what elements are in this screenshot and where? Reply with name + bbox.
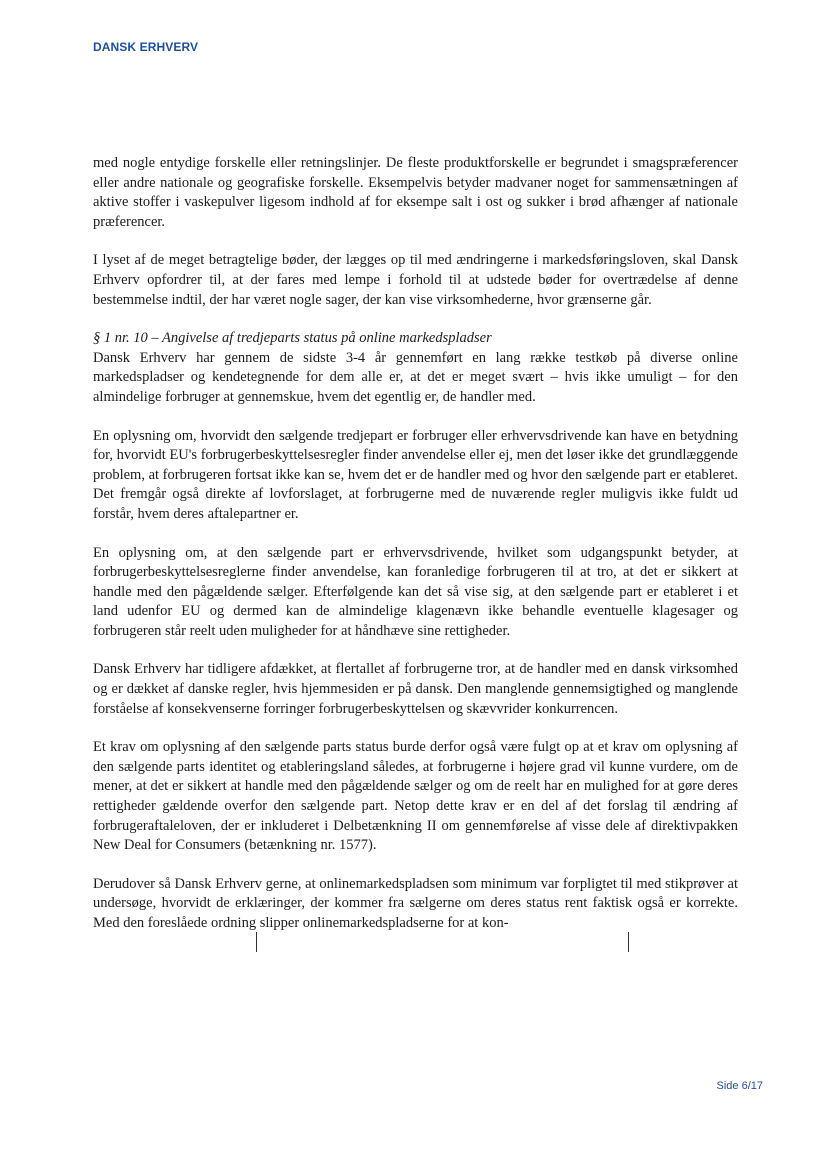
section-block bbox=[93, 329, 738, 407]
brand-header: DANSK ERHVERV bbox=[93, 40, 199, 54]
document-body bbox=[93, 154, 738, 953]
page-number: Side 6/17 bbox=[716, 1080, 763, 1092]
section-text: Dansk Erhverv har gennem de sidste 3-4 år gennemført en lang række testkøb på diverse online markedspladser og kendetegnende for dem alle er, at det er meget svært – hvis ikke umuligt – for den almindelige forbruger at gennemskue, hvem det egentlig er, de handler med. bbox=[93, 349, 738, 405]
paragraph-2: I lyset af de meget betragtelige bøder, der lægges op til med ændringerne i markedsføringsloven, skal Dansk Erhverv opfordrer til, at der fares med lempe i forhold til at udstede bøder for overtrædelse af denne bestemmelse indtil, der har været nogle sager, der kan vise virksomhederne, hvor grænserne går. bbox=[93, 252, 738, 308]
scan-mark-right bbox=[628, 932, 629, 952]
paragraph-6: Et krav om oplysning af den sælgende parts status burde derfor også være fulgt op at et krav om oplysning af den sælgende parts identitet og etableringsland således, at forbrugerne i højere grad vil kunne vurdere, om de mener, at det er sikkert at handle med den pågældende sælger og om de reelt har en mulighed for at gøre deres rettigheder gældende overfor den sælgende part. Netop dette krav er en del af det forslag til ændring af forbrugeraftaleloven, der er inkluderet i Delbetænkning II om gennemførelse af visse dele af direktivpakken New Deal for Consumers (betænkning nr. 1577). bbox=[93, 739, 738, 854]
paragraph-4: En oplysning om, at den sælgende part er erhvervsdrivende, hvilket som udgangspunkt betyder, at forbrugerbeskyttelsesreglerne finder anvendelse, kan foranledige forbrugeren til at tro, at det er sikkert at handle med den pågældende sælger. Efterfølgende kan det så vise sig, at den sælgende part er etableret i et land udenfor EU og dermed kan de almindelige klagenævn ikke behandle eventuelle klagesager og forbrugeren står reelt uden muligheder for at håndhæve sine rettigheder. bbox=[93, 544, 738, 639]
paragraph-3: En oplysning om, hvorvidt den sælgende tredjepart er forbruger eller erhvervsdrivende kan have en betydning for, hvorvidt EU's forbrugerbeskyttelsesregler finder anvendelse eller ej, men det løser ikke det grundlæggende problem, at forbrugeren fortsat ikke kan se, hvem det er de handler med og hvor den sælgende part er etableret. Det fremgår også direkte af lovforslaget, at forbrugerne med de nuværende regler muligvis ikke fuldt ud forstår, hvem deres aftalepartner er. bbox=[93, 427, 739, 522]
paragraph-7: Derudover så Dansk Erhverv gerne, at onlinemarkedspladsen som minimum var forpligtet til med stikprøver at undersøge, hvorvidt de erklæringer, der kommer fra sælgerne om deres status rent faktisk også er korrekte. Med den foreslåede ordning slipper onlinemarkedspladserne for at kon- bbox=[93, 875, 738, 931]
paragraph-1: med nogle entydige forskelle eller retningslinjer. De fleste produktforskelle er begrundet i smagspræferencer eller andre nationale og geografiske forskelle. Eksempelvis betyder madvaner noget for sammensætningen af aktive stoffer i vaskepulver ligesom indhold af for eksempe salt i ost og sukker i brød afhænger af nationale præferencer. bbox=[93, 155, 738, 230]
paragraph-5: Dansk Erhverv har tidligere afdækket, at flertallet af forbrugerne tror, at de handler med en dansk virksomhed og er dækket af danske regler, hvis hjemmesiden er på dansk. Den manglende gennemsigtighed og manglende forståelse af konsekvenserne forringer forbrugerbeskyttelsen og skævvrider konkurrencen. bbox=[93, 661, 738, 717]
scan-mark-left bbox=[256, 932, 257, 952]
section-heading: § 1 nr. 10 – Angivelse af tredjeparts status på online markedspladser bbox=[93, 330, 492, 347]
